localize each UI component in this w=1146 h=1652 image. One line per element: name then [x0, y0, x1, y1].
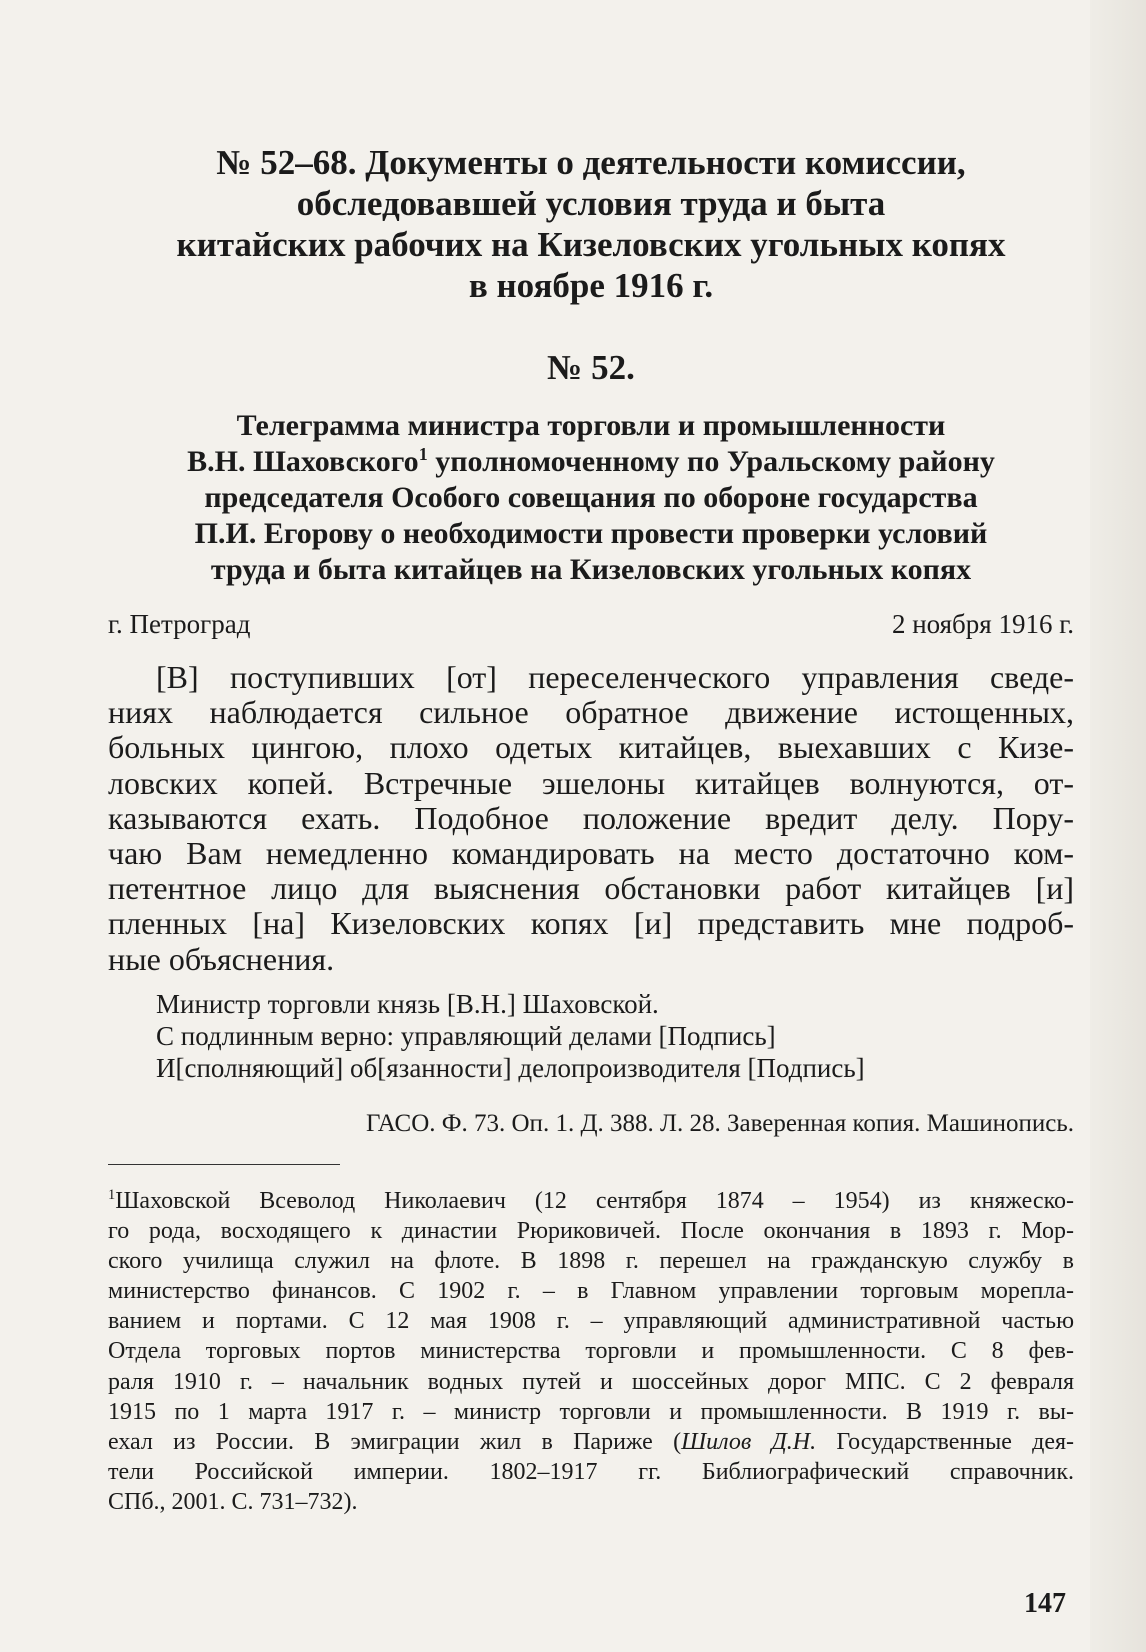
footnote-marker: 1: [108, 1187, 116, 1203]
footnote-line: ского училища служил на флоте. В 1898 г. перешел на гражданскую службу в: [108, 1248, 1074, 1275]
archive-source: ГАСО. Ф. 73. Оп. 1. Д. 388. Л. 28. Заверенная копия. Машинопись.: [365, 1110, 1074, 1137]
document-number: № 52.: [547, 348, 635, 387]
heading-text: В.Н. Шаховского: [187, 445, 419, 478]
heading-line: председателя Особого совещания по обороне государства: [204, 481, 978, 514]
signature-line: С подлинным верно: управляющий делами [Подпись]: [156, 1021, 776, 1051]
heading-line: П.И. Егорову о необходимости провести проверки условий: [194, 517, 988, 550]
heading-line: труда и быта китайцев на Кизеловских угольных копях: [210, 553, 972, 586]
text-line: казываются ехать. Подобное положение вредит делу. Пору-: [108, 799, 1074, 836]
text-line: чаю Вам немедленно командировать на место достаточно ком-: [108, 835, 1074, 872]
text-line: ниях наблюдается сильное обратное движение истощенных,: [108, 694, 1074, 731]
footnote-text: ехал из России. В эмиграции жил в Париже (: [108, 1428, 682, 1455]
footnote-ref: 1: [418, 444, 428, 464]
heading-text: уполномоченному по Уральскому району: [427, 445, 995, 478]
text-line: петентное лицо для выяснения обстановки работ китайцев [и]: [108, 870, 1074, 907]
text-line: ные объяснения.: [108, 940, 335, 977]
date: 2 ноября 1916 г.: [891, 609, 1074, 639]
signature-line: И[сполняющий] об[язанности] делопроизводителя [Подпись]: [156, 1053, 865, 1083]
footnote-line: [108, 1427, 1074, 1457]
telegram-text: [108, 660, 1074, 977]
author-citation: Шилов Д.Н.: [681, 1428, 817, 1455]
signature-block: [156, 988, 865, 1084]
footnote-line: министерство финансов. С 1902 г. – в Главном управлении торговым морепла-: [108, 1278, 1074, 1305]
text-line: [В] поступивших [от] переселенческого управления сведе-: [156, 659, 1074, 695]
footnote-divider: [108, 1164, 340, 1165]
footnote-text: Государственные дея-: [816, 1428, 1074, 1455]
heading-line: [108, 444, 1074, 480]
footnote-line: тели Российской империи. 1802–1917 гг. Библиографический справочник.: [108, 1458, 1074, 1485]
heading-line: Телеграмма министра торговли и промышленности: [236, 409, 946, 442]
text-line: пленных [на] Кизеловских копях [и] представить мне подроб-: [108, 905, 1074, 942]
document-heading: [108, 408, 1074, 588]
title-line: № 52–68. Документы о деятельности комиссии,: [216, 143, 966, 182]
footnote-line: раля 1910 г. – начальник водных путей и шоссейных дорог МПС. С 2 февраля: [108, 1368, 1074, 1395]
signature-line: Министр торговли князь [В.Н.] Шаховской.: [156, 989, 659, 1019]
title-line: китайских рабочих на Кизеловских угольных копях: [176, 225, 1006, 264]
text-line: больных цингою, плохо одетых китайцев, выехавших с Кизе-: [108, 729, 1074, 766]
footnote-line: СПб., 2001. С. 731–732).: [108, 1488, 358, 1515]
footnote-line: Отдела торговых портов министерства торговли и промышленности. С 8 фев-: [108, 1338, 1074, 1365]
footnote-line: 1915 по 1 марта 1917 г. – министр торговли и промышленности. В 1919 г. вы-: [108, 1398, 1074, 1425]
page-edge-shadow: [1090, 0, 1146, 1652]
footnote-line: го рода, восходящего к династии Рюриковичей. После окончания в 1893 г. Мор-: [108, 1218, 1074, 1245]
footnote-text: Шаховской Всеволод Николаевич (12 сентября 1874 – 1954) из княжеско-: [115, 1188, 1074, 1214]
section-title: [108, 142, 1074, 306]
text-line: ловских копей. Встречные эшелоны китайцев волнуются, от-: [108, 764, 1074, 801]
place: г. Петроград: [108, 609, 251, 639]
title-line: обследовавшей условия труда и быта: [296, 184, 886, 223]
page-number: 147: [1024, 1588, 1066, 1619]
title-line: в ноябре 1916 г.: [468, 266, 714, 305]
footnote-line: ванием и портами. С 12 мая 1908 г. – управляющий административной частью: [108, 1308, 1074, 1335]
footnote: [108, 1186, 1074, 1517]
footnote-line: [108, 1186, 1074, 1216]
